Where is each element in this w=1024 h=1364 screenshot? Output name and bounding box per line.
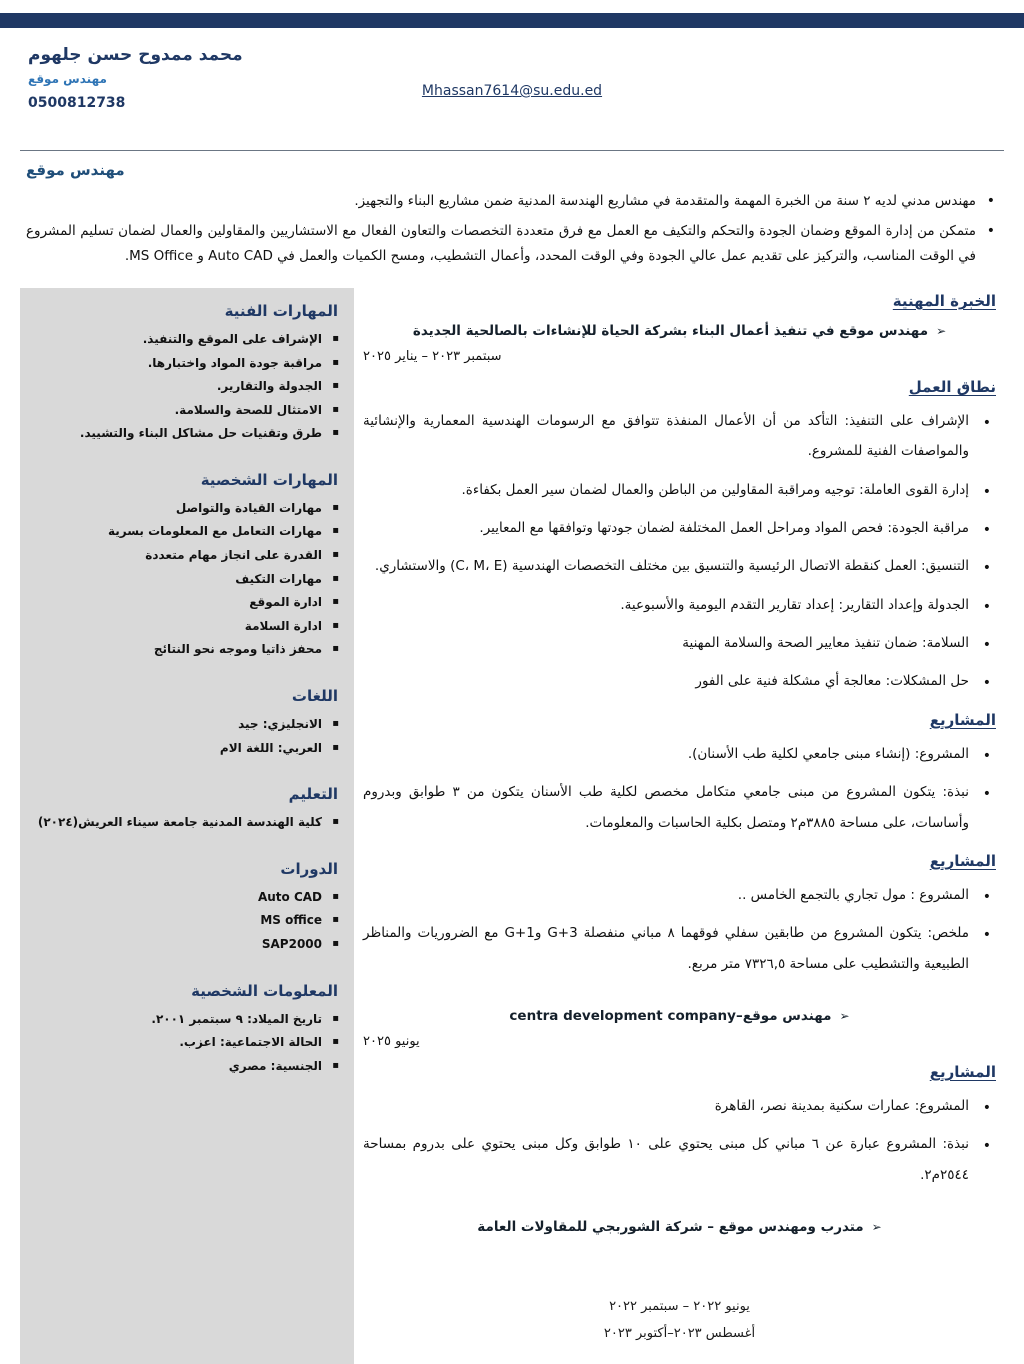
sidebar-section-courses: [28, 860, 344, 956]
candidate-name: محمد ممدوح حسن جلهوم: [28, 45, 243, 65]
job-date: سبتمبر ٢٠٢٣ – يناير ٢٠٢٥: [363, 348, 502, 364]
experience-heading: الخبرة المهنية: [892, 291, 996, 310]
scope-bullet: • التنسيق: العمل كنقطة الاتصال الرئيسية والتنسيق بين مختلف التخصصات الهندسية (C، M، E) والاستشاري.: [363, 551, 996, 581]
sidebar-item: ▪ SAP2000: [28, 934, 344, 956]
sidebar-section-education: [28, 785, 344, 834]
sidebar-item: ▪ الجنسية: مصري: [28, 1056, 344, 1078]
job-date: يونيو ٢٠٢٢ – سبتمبر ٢٠٢٢: [609, 1299, 750, 1315]
project-bullet: • نبذة: المشروع عبارة عن ٦ مباني كل مبنى يحتوي على ١٠ طوابق وكل مبنى يحتوي على بدروم بمساحة ٢٥٤٤م٢.: [363, 1129, 996, 1190]
sidebar-list: [28, 498, 344, 661]
scope-bullet: • السلامة: ضمان تنفيذ معايير الصحة والسلامة المهنية: [363, 628, 996, 658]
sidebar-item: ▪ ادارة السلامة: [28, 616, 344, 638]
sidebar-section-title: اللغات: [291, 687, 338, 706]
project-bullet: • المشروع : مول تجاري بالتجمع الخامس ..: [363, 880, 996, 910]
scope-bullet: • إدارة القوى العاملة: توجيه ومراقبة المقاولين من الباطن والعمال لضمان سير العمل بكفاءة.: [363, 475, 996, 505]
summary-section: [0, 151, 1024, 280]
job-date: أغسطس ٢٠٢٣–أكتوبر ٢٠٢٣: [603, 1326, 756, 1342]
two-column-layout: [20, 288, 1004, 1364]
job-entry-3: [363, 1216, 996, 1348]
scope-bullet: • الإشراف على التنفيذ: التأكد من أن الأعمال المنفذة تتوافق مع الرسومات الهندسية المعمارية والإنشائية والمواصفات الفنية للمشروع.: [363, 406, 996, 467]
phone-number: 0500812738: [28, 95, 126, 111]
email-link[interactable]: Mhassan7614@su.edu.ed: [421, 83, 603, 99]
projects-heading: المشاريع: [929, 851, 996, 870]
sidebar-item: ▪ الحالة الاجتماعية: اعزب.: [28, 1032, 344, 1054]
cv-page: [0, 13, 1024, 1364]
projects-list: [363, 1091, 996, 1190]
sidebar-item: ▪ محفز ذاتيا وموجه نحو النتائج: [28, 639, 344, 661]
sidebar-section-languages: [28, 687, 344, 759]
job-title: [363, 1216, 996, 1239]
sidebar-item: ▪ مهارات التكيف: [28, 569, 344, 591]
sidebar-item: ▪ القدرة على انجاز مهام متعددة: [28, 545, 344, 567]
sidebar-item: ▪ ادارة الموقع: [28, 592, 344, 614]
project-bullet: • نبذة: يتكون المشروع من مبنى جامعي متكامل مخصص لكلية طب الأسنان يتكون من ٣ طوابق وبدروم وأساسات، على مساحة ٣٨٨٥م٢ ومتصل بكلية الحاسبات والمعلومات.: [363, 777, 996, 838]
header: [0, 28, 1024, 146]
arrow-icon: ➢: [936, 323, 947, 338]
main-content: [359, 288, 1004, 1364]
scope-bullet: • الجدولة وإعداد التقارير: إعداد تقارير التقدم اليومية والأسبوعية.: [363, 590, 996, 620]
project-bullet: • المشروع: (إنشاء مبنى جامعي لكلية طب الأسنان).: [363, 739, 996, 769]
sidebar-item: ▪ MS office: [28, 910, 344, 932]
sidebar-item: ▪ كلية الهندسة المدنية جامعة سيناء العريش(٢٠٢٤): [28, 812, 344, 834]
sidebar-section-personal-skills: [28, 471, 344, 661]
email-container: [0, 80, 1024, 99]
sidebar-item: ▪ مراقبة جودة المواد واختبارها.: [28, 353, 344, 375]
sidebar-section-personal-info: [28, 982, 344, 1078]
sidebar-section-title: التعليم: [288, 785, 338, 804]
job-entry-1: [363, 320, 996, 979]
sidebar-item: ▪ طرق وتقنيات حل مشاكل البناء والتشييد.: [28, 423, 344, 445]
scope-bullet: • مراقبة الجودة: فحص المواد ومراحل العمل المختلفة لضمان جودتها وتوافقها مع المعايير.: [363, 513, 996, 543]
projects-list: [363, 880, 996, 979]
job-title: [363, 320, 996, 343]
projects-heading: المشاريع: [929, 710, 996, 729]
summary-list: [26, 189, 998, 269]
candidate-role: مهندس موقع: [28, 72, 107, 86]
job-title: [363, 1005, 996, 1028]
projects-heading: المشاريع: [929, 1063, 996, 1082]
job-dates: [363, 1293, 996, 1348]
scope-list: [363, 406, 996, 697]
arrow-icon: ➢: [839, 1009, 850, 1024]
job-date: يونيو ٢٠٢٥: [363, 1034, 420, 1050]
top-accent-bar: [0, 13, 1024, 28]
sidebar-item: ▪ الانجليزي: جيد: [28, 714, 344, 736]
sidebar-item: ▪ Auto CAD: [28, 887, 344, 909]
sidebar-item: ▪ مهارات القيادة والتواصل: [28, 498, 344, 520]
sidebar-list: [28, 812, 344, 834]
job-title-text: مهندس موقع في تنفيذ أعمال البناء بشركة الحياة للإنشاءات بالصالحية الجديدة: [412, 322, 929, 339]
sidebar-item: ▪ الإشراف على الموقع والتنفيذ.: [28, 329, 344, 351]
sidebar-section-title: المهارات الفنية: [224, 301, 338, 320]
sidebar-list: [28, 714, 344, 759]
sidebar-item: ▪ العربي: اللغة الام: [28, 738, 344, 760]
summary-bullet: • متمكن من إدارة الموقع وضمان الجودة والتحكم والتكيف مع العمل مع فرق متعددة التخصصات والتعاون الفعال مع الاستشاريين والمقاولين والعمال لضمان تسليم المشروع في الوقت المناسب، والتركيز على تقديم عمل عالي الجودة وفي الوقت المحدد، وأعمال التشطيب، ومسح الكميات والعمل في Auto CAD و MS Office.: [26, 219, 998, 269]
project-bullet: • المشروع: عمارات سكنية بمدينة نصر، القاهرة: [363, 1091, 996, 1121]
sidebar-item: ▪ مهارات التعامل مع المعلومات بسرية: [28, 521, 344, 543]
sidebar: [20, 288, 354, 1364]
summary-heading: مهندس موقع: [26, 161, 125, 179]
sidebar-item: ▪ الامتثال للصحة والسلامة.: [28, 400, 344, 422]
job-entry-2: [363, 1005, 996, 1190]
job-title-text: متدرب ومهندس موقع – شركة الشوربجي للمقاولات العامة: [477, 1219, 864, 1236]
sidebar-list: [28, 1009, 344, 1078]
sidebar-list: [28, 329, 344, 445]
summary-bullet: • مهندس مدني لديه ٢ سنة من الخبرة المهمة والمتقدمة في مشاريع الهندسة المدنية ضمن مشاريع البناء والتجهيز.: [26, 189, 998, 214]
sidebar-section-title: المعلومات الشخصية: [191, 981, 338, 1000]
sidebar-item: ▪ تاريخ الميلاد: ٩ سبتمبر ٢٠٠١.: [28, 1009, 344, 1031]
scope-heading: نطاق العمل: [908, 377, 996, 396]
job-title-text: مهندس موقع–centra development company: [509, 1008, 832, 1025]
scope-bullet: • حل المشكلات: معالجة أي مشكلة فنية على الفور: [363, 666, 996, 696]
sidebar-item: ▪ الجدولة والتقارير.: [28, 376, 344, 398]
sidebar-section-title: الدورات: [280, 859, 338, 878]
sidebar-list: [28, 887, 344, 956]
sidebar-section-title: المهارات الشخصية: [200, 470, 338, 489]
sidebar-section-technical-skills: [28, 302, 344, 445]
projects-list: [363, 739, 996, 838]
project-bullet: • ملخص: يتكون المشروع من طابقين سفلي فوقهما ٨ مباني منفصلة G+3 وG+1 مع الضروريات والمناظر الطبيعية والتشطيب على مساحة ٧٣٢٦,٥ متر مربع.: [363, 918, 996, 979]
arrow-icon: ➢: [871, 1220, 882, 1235]
